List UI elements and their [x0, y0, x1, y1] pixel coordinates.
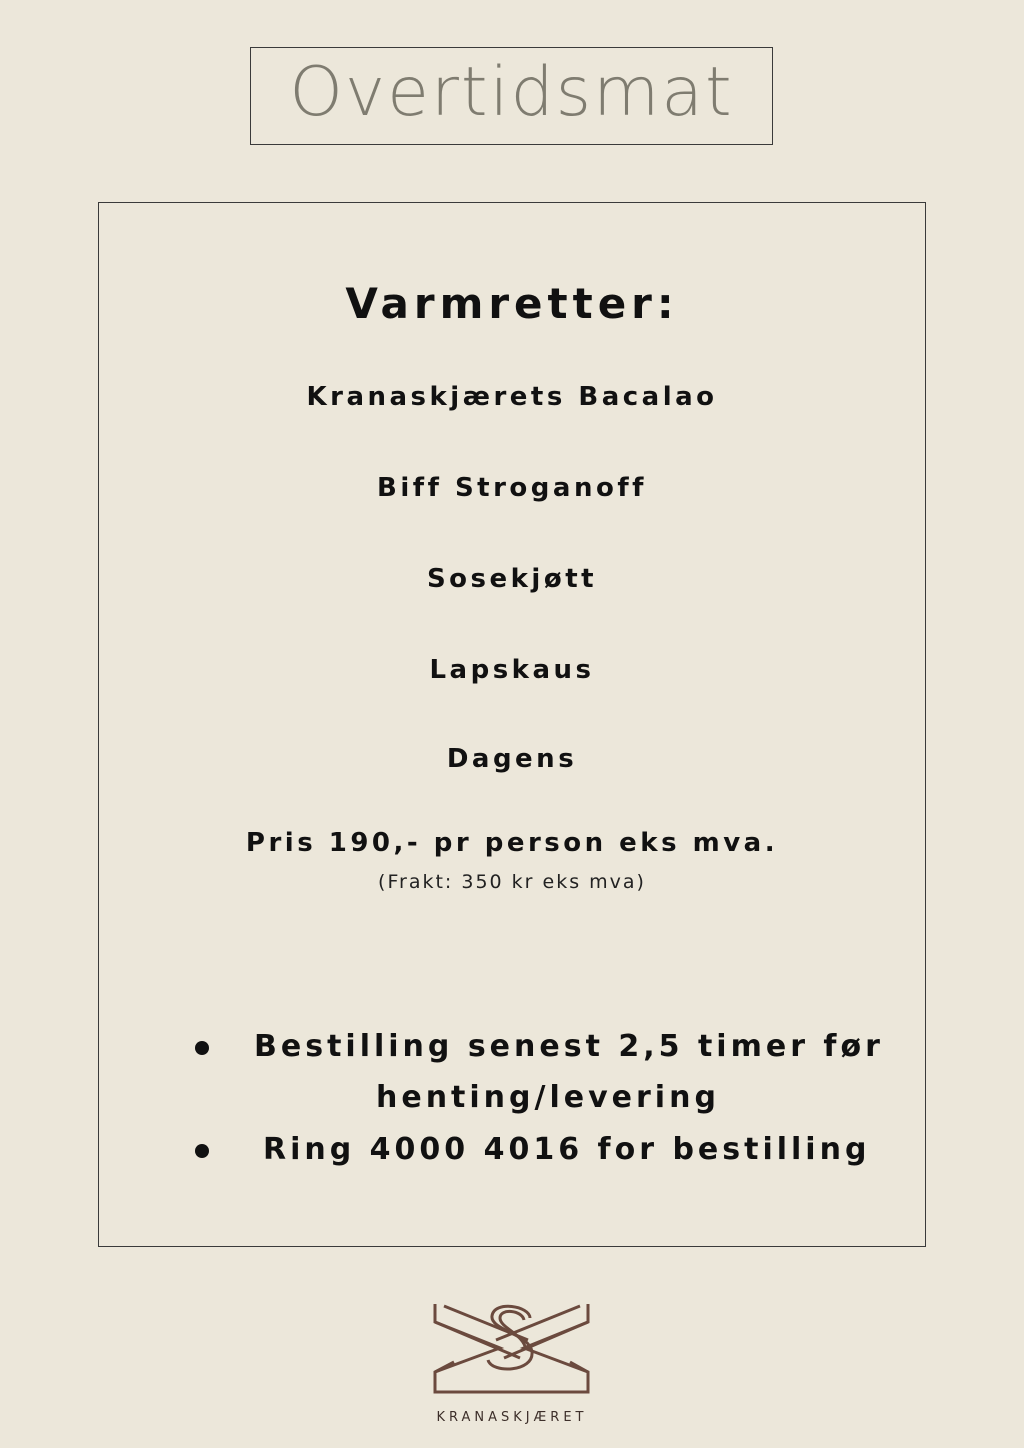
menu-heading: Varmretter:: [345, 279, 679, 328]
dish-item: Lapskaus: [429, 655, 595, 685]
page-title: Overtidsmat: [289, 53, 734, 132]
phone-note: Ring 4000 4016 for bestilling: [263, 1132, 871, 1167]
bullet-icon: [195, 1041, 209, 1055]
order-deadline-line1: Bestilling senest 2,5 timer før: [254, 1029, 884, 1064]
dish-item: Dagens: [446, 744, 578, 774]
title-frame: [250, 47, 773, 145]
brand-name: KRANASKJÆRET: [436, 1410, 588, 1425]
price-text: Pris 190,- pr person eks mva.: [245, 828, 779, 858]
order-deadline-line2: henting/levering: [376, 1080, 720, 1115]
freight-text: (Frakt: 350 kr eks mva): [378, 871, 646, 893]
kranaskjaeret-logo-icon: [432, 1300, 592, 1400]
dish-item: Sosekjøtt: [426, 564, 598, 594]
dish-item: Kranaskjærets Bacalao: [306, 382, 718, 412]
bullet-icon: [195, 1144, 209, 1158]
dish-item: Biff Stroganoff: [377, 473, 647, 503]
menu-frame: [98, 202, 926, 1247]
